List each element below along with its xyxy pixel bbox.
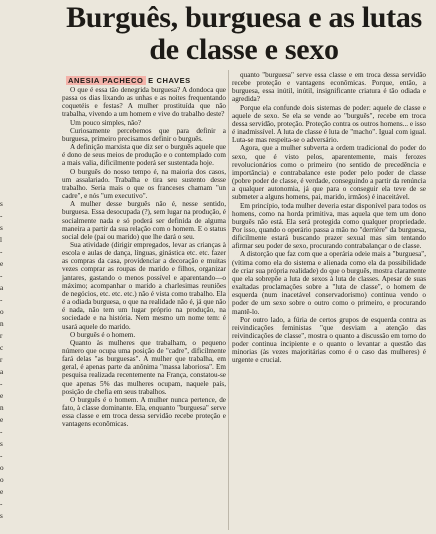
column-divider — [228, 70, 229, 530]
margin-fragment: - — [0, 452, 3, 460]
left-column-paragraph: O burguês é o homem. A mulher nunca pertence, de fato, à classe dominante. Ela, enquanto "burguesa" serve essa classe e em troca dessa servidão recebe proteção e vantagens econômicas. — [62, 395, 226, 429]
margin-fragment: - — [0, 500, 3, 508]
margin-fragment: o — [0, 476, 4, 484]
left-column-paragraph: O burguês é o homem. — [70, 330, 136, 339]
margin-fragment: s — [0, 440, 3, 448]
margin-fragment: r — [0, 332, 3, 340]
article-left-column — [62, 86, 226, 429]
byline-author: ANESIA PACHECO — [68, 76, 144, 85]
margin-fragment: e — [0, 488, 4, 496]
right-column-paragraph: Em princípio, toda mulher deveria estar disponível para todos os homens, como na horda primitiva, mas aquela que tem um dono burguês não está. Ela será protegida como qualquer propriedade. Por isso, quando o operário passa a mão no "derrière" da burguesa, dificilmente estará buscando prazer sexual mas sim tentando afirmar seu poder de sexo, procurando contrabalançar o de classe. — [232, 201, 426, 251]
left-column-paragraph: Curiosamente percebemos que para definir a burguesa, primeiro precisamos definir o burguês. — [62, 126, 226, 143]
margin-fragment: s — [0, 512, 3, 520]
margin-fragment: a — [0, 284, 4, 292]
margin-fragment: n — [0, 404, 4, 412]
right-column-paragraph: Por outro lado, a fúria de certos grupos de esquerda contra as reivindicações feministas "que desviam a atenção das reivindicações de classe", mostra o quanto a discussão em torno do poder continua incipiente e o quanto o levantar a questão das minorias (às vezes majoritárias como é o caso das mulheres) é urgente e crucial. — [232, 315, 426, 365]
left-column-paragraph: Quanto às mulheres que trabalham, o pequeno número que ocupa uma posição de "cadre", dificilmente fará delas "as burguesas". A mulher que trabalha, em geral, é apenas parte da anônima "massa laboriosa". Em pesquisa realizada recentemente na França, constatou-se que apenas 5% das mulheres ocupam, naquele país, posição de chefia em seus trabalhos. — [62, 338, 226, 396]
margin-fragment: n — [0, 320, 4, 328]
margin-fragment: - — [0, 272, 3, 280]
margin-fragment: - — [0, 296, 3, 304]
margin-fragment: o — [0, 464, 4, 472]
article-title: Burguês, burguesa e as lutas de classe e sexo — [66, 1, 422, 66]
right-column-paragraph: A distorção que faz com que a operária odeie mais a "burguesa", (vítima como ela do sistema e alienada como ela da possibilidade de criar sua própria realidade) do que o burguês, mostra claramente que ela sobrepõe a luta de sexos à luta de classes. Apesar de suas exaltadas proclamações sobre a "luta de classe", o homem de esquerda (num inacetável conservadorismo) continua vendo o poder de um sexo sobre o outro como o primeiro, e procurando mantê-lo. — [232, 250, 426, 316]
margin-fragment: - — [0, 428, 3, 436]
margin-fragment: e — [0, 260, 4, 268]
margin-fragment: e — [0, 392, 4, 400]
margin-fragment: a — [0, 368, 4, 376]
right-column-paragraph: quanto "burguesa" serve essa classe e em troca dessa servidão recebe proteção e vantagens econômicas. Porque, então, a burguesa, essa inútil, inútil, insignificante criatura é tão odiada e agredida? — [232, 71, 426, 104]
left-column-paragraph: Um pouco simples, não? — [70, 118, 142, 127]
margin-fragment: c — [0, 344, 4, 352]
margin-fragment: o — [0, 308, 4, 316]
byline-suffix: E CHAVES — [145, 76, 191, 85]
left-column-paragraph: Sua atividade (dirigir empregados, levar as crianças à escola e aulas de dança, línguas, ginástica etc. etc. fazer as compras da casa, providenciar a decoração e muitas vezes comprar as roupas de marido e filhos, organizar jantares, gastando o menos possível e aparentando—o máximo; acompanhar o marido a charlesimas reuniões de negócios, etc. etc. etc.) não é vista como trabalho. Ela é a odiada burguesa, o que na realidade não é, já que não é nada, não tem um lugar próprio na produção, na sociedade e na história. Nem mesmo um nome tem: é usará aquele do marido. — [62, 240, 226, 331]
right-column-paragraph: Agora, que a mulher subverta a ordem tradicional do poder do sexo, que é visto pelos, aparentemente, mais ferozes revolucionários como o primeiro (no sentido de precedência e importância) e contrabalance este poder pelo poder de classe (pobre poder de classe, é verdade, conseguindo a partir da renúncia a qualquer autonomia, já que para o conseguir ela teve de se submeter a alguns homens, pai, marido, irmãos) é inaceitável. — [232, 144, 426, 202]
right-column-paragraph: Porque ela confunde dois sistemas de poder: aquele de classe e aquele de sexo. Se ela se vende ao "burguês", recebe em troca dessa servidão, proteção. Proteção contra os outros homens... e isso é inadmissível. A luta de classe é luta de "macho". Igual com igual. Luta-se mas respeita-se o adversário. — [232, 103, 427, 145]
left-column-paragraph: A mulher desse burguês não é, nesse sentido, burguesa. Essa desocupada (?), sem lugar na produção, é socialmente nada e só poderá ser definida de alguma maneira a partir da sua relação com o homem. E o status social dele (pai ou marido) que lhe dará o seu. — [62, 200, 226, 241]
left-column-paragraph: O burguês do nosso tempo é, na maioria dos casos, um assalariado. Trabalha e tira seu sustento desse trabalho. Seria mais o que os franceses chamam "un cadre", e nós "um executivo". — [62, 167, 226, 201]
margin-fragment: s — [0, 200, 3, 208]
margin-fragment: e — [0, 416, 4, 424]
margin-fragment: l — [0, 236, 2, 244]
margin-fragment: - — [0, 380, 3, 388]
margin-fragment: - — [0, 248, 3, 256]
left-column-paragraph: A definição marxista que diz ser o burguês aquele que é dono de seus meios de produção e o contemplado com a mais valia, dificilmente poderá ser sustentada hoje. — [62, 143, 226, 168]
margin-fragment: - — [0, 212, 3, 220]
article-right-column — [232, 71, 426, 365]
byline — [66, 76, 191, 85]
margin-fragment: s — [0, 224, 3, 232]
left-column-paragraph: O que é essa tão denegrida burguesa? A dondoca que passa os dias lixando as unhas e as noites frequentando coquetéis e festas? A mulher prostituída que não trabalha, vivendo a um homem e vive do trabalho deste? — [62, 86, 226, 119]
margin-fragment: r — [0, 356, 3, 364]
